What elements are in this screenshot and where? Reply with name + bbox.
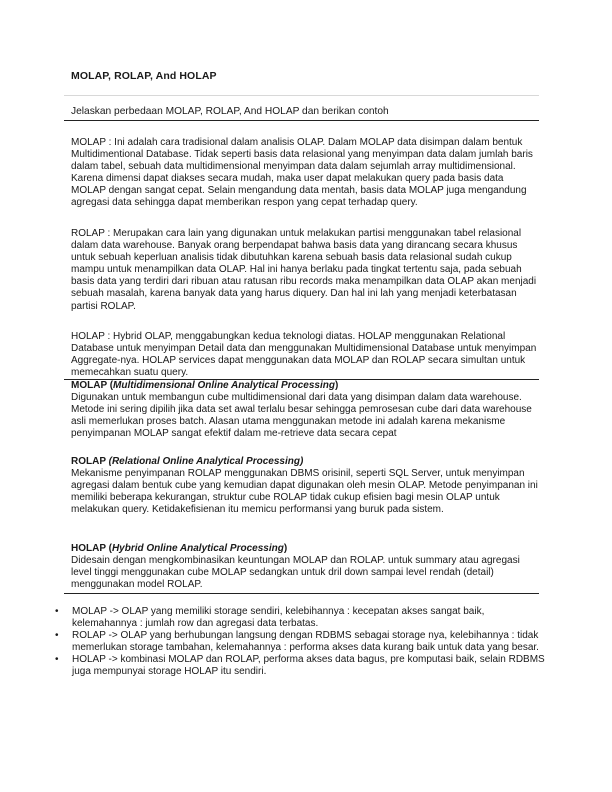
bullet-icon: • <box>55 630 59 642</box>
section-abbr: ROLAP <box>71 456 106 467</box>
paragraph-molap: MOLAP : Ini adalah cara tradisional dalam analisis OLAP. Dalam MOLAP data disimpan dalam bentuk Multidimentional Database. Tidak seperti basis data relasional yang menyimpan data dalam jumlah baris dalam tabel, sebuah data multidimensional menyimpan data dalam sejumlah array multidimensional. Karena dimensi dapat diakses secara mudah, maka user dapat melakukan query pada basis data MOLAP dengan sangat cepat. Selain mengandung data mentah, basis data MOLAP juga mengandung agregasi data sehingga dapat memberikan respon yang cepat terhadap query. <box>71 137 533 209</box>
section-heading-molap: MOLAP (Multidimensional Online Analytical Processing) <box>71 380 339 391</box>
bullet-icon: • <box>55 606 59 617</box>
section-full-name: Multidimensional Online Analytical Processing <box>113 380 335 391</box>
section-abbr: MOLAP <box>71 380 107 391</box>
section-body-molap: Digunakan untuk membangun cube multidimensional dari data yang disimpan dalam data warehouse. Metode ini sering dipilih jika data set awal terlalu besar sehingga pemrosesan cube dari data warehouse asli memerlukan proses batch. Alasan utama menggunakan metode ini adalah karena mekanisme penyimpanan MOLAP sangat efektif dalam me-retrieve data secara cepat <box>71 392 532 440</box>
list-item <box>55 606 545 630</box>
list-item <box>55 630 545 654</box>
section-full-name: Hybrid Online Analytical Processing <box>111 543 284 554</box>
document-title: MOLAP, ROLAP, And HOLAP <box>71 70 217 82</box>
section-abbr: HOLAP <box>71 543 106 554</box>
section-heading-rolap: ROLAP (Relational Online Analytical Processing) <box>71 456 304 467</box>
list-item-text: ROLAP -> OLAP yang berhubungan langsung dengan RDBMS sebagai storage nya, kelebihannya : tidak memerlukan storage tambahan, kelemahannya : performa akses data kurang baik untuk data yang besar. <box>72 630 539 654</box>
list-item-text: HOLAP -> kombinasi MOLAP dan ROLAP, performa akses data bagus, pre komputasi baik, selain RDBMS juga mempunyai storage HOLAP itu sendiri. <box>72 654 545 678</box>
title-divider <box>64 95 539 96</box>
question-divider <box>64 120 539 121</box>
bullets-divider <box>64 593 539 594</box>
section-full-name: Relational Online Analytical Processing <box>111 456 300 467</box>
section-body-holap: Didesain dengan mengkombinasikan keuntungan MOLAP dan ROLAP. untuk summary atau agregasi level tinggi menggunakan cube MOLAP sedangkan untuk dril down sampai level rendah (detail) menggunakan model ROLAP. <box>71 555 520 591</box>
paragraph-rolap: ROLAP : Merupakan cara lain yang digunakan untuk melakukan partisi menggunakan tabel relasional dalam data warehouse. Banyak orang berpendapat bahwa basis data yang dirancang secara khusus untuk sebuah keperluan analisis tidak dibutuhkan karena sebuah basis data relasional sudah cukup mampu untuk menampilkan data OLAP. Hal ini hanya berlaku pada tingkat tertentu saja, pada sebuah basis data yang terdiri dari ribuan atau ratusan ribu records maka menampilkan data OLAP akan menjadi sebuah masalah, karena banyak data yang harus diquery. Dan hal ini lah yang menjadi keterbatasan partisi ROLAP. <box>71 228 537 312</box>
paragraph-holap: HOLAP : Hybrid OLAP, menggabungkan kedua teknologi diatas. HOLAP menggunakan Relational Database untuk menyimpan Detail data dan menggunakan Multidimensional Database untuk menyimpan Aggregate-nya. HOLAP services dapat menggunakan data MOLAP dan ROLAP secara simultan untuk memecahkan suatu query. <box>71 331 537 379</box>
list-item-text: MOLAP -> OLAP yang memiliki storage sendiri, kelebihannya : kecepatan akses sangat baik, kelemahannya : jumlah row dan agregasi data terbatas. <box>72 606 485 630</box>
question-text: Jelaskan perbedaan MOLAP, ROLAP, And HOLAP dan berikan contoh <box>71 106 389 117</box>
list-item <box>55 654 545 678</box>
comparison-list <box>55 606 545 679</box>
section-heading-holap: HOLAP (Hybrid Online Analytical Processing) <box>71 543 288 554</box>
bullet-icon: • <box>55 654 59 666</box>
section-body-rolap: Mekanisme penyimpanan ROLAP menggunakan DBMS orisinil, seperti SQL Server, untuk menyimpan agregasi dalam bentuk cube yang kemudian dapat digunakan oleh mesin OLAP. Metode penyimpanan ini memiliki beberapa kekurangan, struktur cube ROLAP tidak cukup efisien bagi mesin OLAP untuk melakukan query. Ketidakefisienan itu memicu performansi yang buruk pada sistem. <box>71 468 538 516</box>
